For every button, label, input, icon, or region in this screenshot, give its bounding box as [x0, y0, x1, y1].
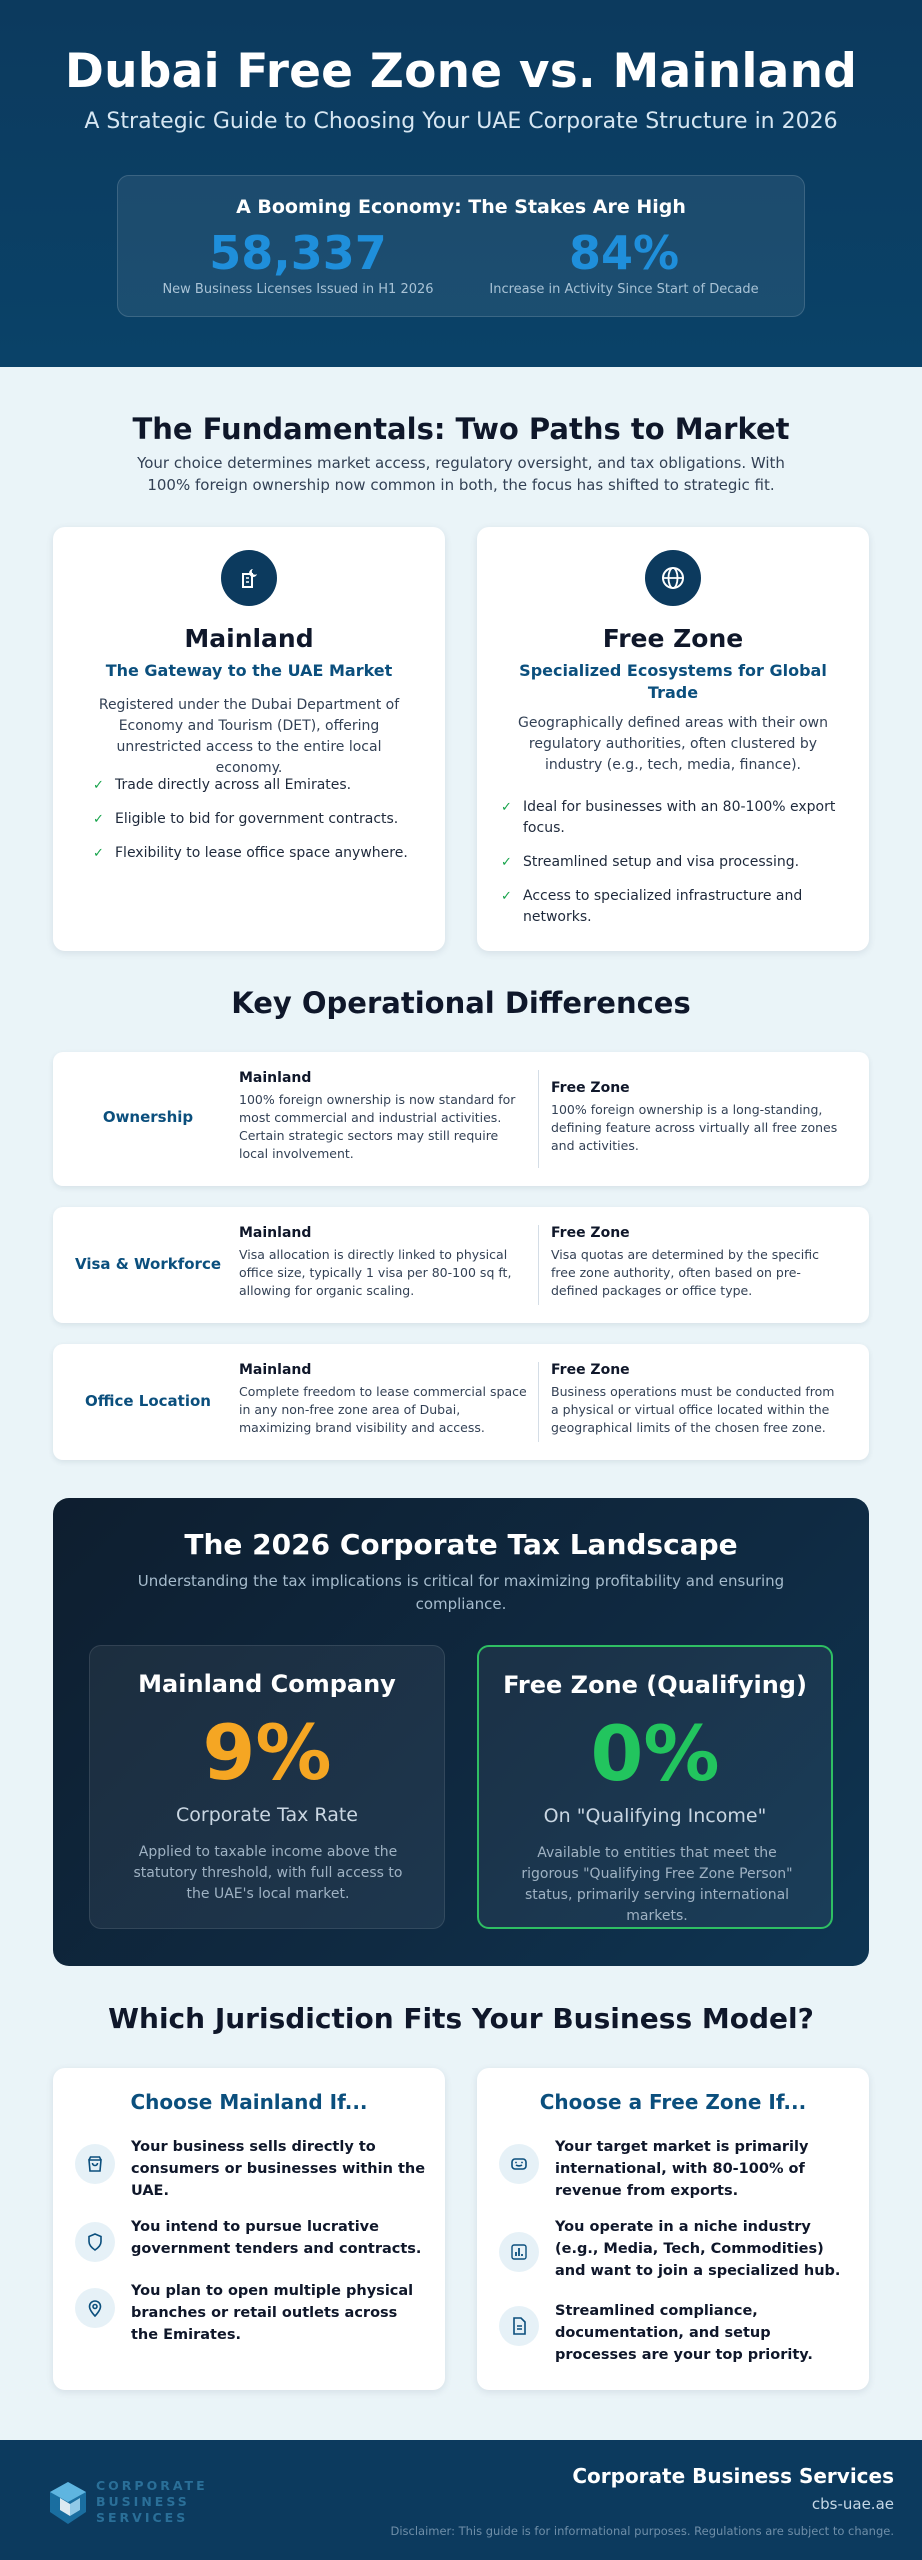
check-icon: ✓ — [93, 846, 104, 861]
fit-card-title: Choose a Free Zone If... — [539, 2090, 807, 2114]
check-icon: ✓ — [93, 812, 104, 827]
logo-text: CORPORATE BUSINESS SERVICES — [96, 2478, 208, 2525]
column-heading: Free Zone — [551, 1362, 630, 1378]
difference-mainland — [239, 1362, 531, 1437]
difference-row-office — [53, 1344, 869, 1460]
fit-card-title: Choose Mainland If... — [130, 2090, 368, 2114]
difference-freezone — [551, 1362, 843, 1437]
fit-item-text: You plan to open multiple physical branches or retail outlets across the Emirates. — [131, 2283, 414, 2343]
differences-title: Key Operational Differences — [231, 986, 691, 1020]
column-heading: Mainland — [239, 1225, 312, 1241]
difference-category: Office Location — [85, 1392, 211, 1410]
stat-increase — [474, 226, 774, 297]
stat-label: New Business Licenses Issued in H1 2026 — [162, 282, 434, 297]
difference-row-visa — [53, 1207, 869, 1323]
stat-licenses — [148, 226, 448, 297]
check-icon: ✓ — [501, 800, 512, 815]
tax-description: Understanding the tax implications is critical for maximizing profitability and ensuring compliance. — [137, 1572, 785, 1613]
building-icon — [221, 550, 277, 606]
freezone-tagline: Specialized Ecosystems for Global Trade — [519, 661, 827, 702]
mainland-points — [93, 775, 423, 877]
mainland-description: Registered under the Dubai Department of Economy and Tourism (DET), offering unrestricted access to the entire local economy. — [98, 697, 400, 776]
column-heading: Mainland — [239, 1070, 312, 1086]
difference-text: Visa quotas are determined by the specific free zone authority, often based on pre-defined packages or office type. — [551, 1247, 819, 1298]
mainland-tagline: The Gateway to the UAE Market — [105, 661, 393, 680]
tax-section — [53, 1498, 869, 1966]
check-icon: ✓ — [501, 889, 512, 904]
page-subtitle: A Strategic Guide to Choosing Your UAE Corporate Structure in 2026 — [84, 109, 838, 134]
globe-icon — [645, 550, 701, 606]
mainland-tax-card — [89, 1645, 445, 1929]
column-heading: Free Zone — [551, 1225, 630, 1241]
bar-chart-icon — [499, 2232, 539, 2272]
difference-freezone — [551, 1225, 843, 1300]
fit-item-text: Your business sells directly to consumers or businesses within the UAE. — [131, 2139, 426, 2199]
stats-title: A Booming Economy: The Stakes Are High — [236, 196, 686, 218]
stat-label: Increase in Activity Since Start of Decade — [489, 282, 759, 297]
tax-rate-label: Corporate Tax Rate — [176, 1804, 358, 1826]
difference-category: Ownership — [102, 1108, 194, 1126]
difference-row-ownership — [53, 1052, 869, 1186]
choose-freezone-card — [477, 2068, 869, 2390]
tax-rate-label: On "Qualifying Income" — [543, 1805, 767, 1827]
list-item: ✓ Eligible to bid for government contracts. — [93, 809, 423, 830]
tax-note: Available to entities that meet the rigorous "Qualifying Free Zone Person" status, primarily serving international markets. — [521, 1845, 793, 1924]
mainland-card-title: Mainland — [184, 624, 314, 653]
freezone-points — [501, 797, 851, 941]
shield-icon — [75, 2222, 115, 2262]
tax-rate: 9% — [202, 1708, 332, 1797]
tax-card-title: Free Zone (Qualifying) — [503, 1671, 807, 1699]
stat-value: 58,337 — [209, 226, 387, 280]
tax-card-title: Mainland Company — [138, 1670, 396, 1698]
freezone-tax-card — [477, 1645, 833, 1929]
list-item: ✓ Streamlined setup and visa processing. — [501, 852, 851, 873]
list-item: ✓ Trade directly across all Emirates. — [93, 775, 423, 796]
check-icon: ✓ — [501, 855, 512, 870]
mainland-card — [53, 527, 445, 951]
difference-text: Complete freedom to lease commercial space in any non-free zone area of Dubai, maximizing brand visibility and access. — [239, 1384, 527, 1435]
fit-item-text: Your target market is primarily international, with 80-100% of revenue from exports. — [555, 2139, 809, 2199]
hero-header — [0, 0, 922, 367]
difference-text: 100% foreign ownership is now standard for most commercial and industrial activities. Certain strategic sectors may still require local involvement. — [239, 1092, 516, 1161]
fit-item-text: Streamlined compliance, documentation, and setup processes are your top priority. — [555, 2303, 813, 2363]
stat-value: 84% — [568, 226, 680, 280]
footer-company-name: Corporate Business Services — [572, 2464, 894, 2488]
stats-panel — [117, 175, 805, 317]
cash-icon — [499, 2144, 539, 2184]
difference-mainland — [239, 1070, 531, 1163]
freezone-card — [477, 527, 869, 951]
difference-mainland — [239, 1225, 531, 1300]
footer-disclaimer: Disclaimer: This guide is for informational purposes. Regulations are subject to change. — [390, 2524, 894, 2538]
footer — [0, 2440, 922, 2560]
divider — [538, 1362, 539, 1442]
column-heading: Free Zone — [551, 1080, 630, 1096]
fit-item-text: You operate in a niche industry (e.g., Media, Tech, Commodities) and want to join a specialized hub. — [555, 2219, 841, 2279]
fundamentals-title: The Fundamentals: Two Paths to Market — [132, 412, 790, 446]
fit-title: Which Jurisdiction Fits Your Business Model? — [108, 2002, 814, 2035]
difference-category: Visa & Workforce — [74, 1255, 222, 1273]
map-pin-icon — [75, 2288, 115, 2328]
logo-mark-icon — [46, 2478, 90, 2528]
list-item: ✓ Ideal for businesses with an 80-100% export focus. — [501, 799, 836, 836]
divider — [538, 1070, 539, 1168]
difference-text: 100% foreign ownership is a long-standing, defining feature across virtually all free zones and activities. — [551, 1102, 838, 1153]
tax-note: Applied to taxable income above the statutory threshold, with full access to the UAE's local market. — [133, 1844, 403, 1902]
difference-text: Visa allocation is directly linked to physical office size, typically 1 visa per 80-100 sq ft, allowing for organic scaling. — [239, 1247, 512, 1298]
list-item: ✓ Flexibility to lease office space anywhere. — [93, 843, 423, 864]
check-icon: ✓ — [93, 778, 104, 793]
column-heading: Mainland — [239, 1362, 312, 1378]
footer-website-link[interactable]: cbs-uae.ae — [811, 2495, 894, 2513]
freezone-card-title: Free Zone — [602, 624, 744, 653]
list-item: ✓ Access to specialized infrastructure and networks. — [501, 888, 803, 925]
freezone-description: Geographically defined areas with their own regulatory authorities, often clustered by industry (e.g., tech, media, finance). — [518, 715, 828, 773]
tax-rate: 0% — [590, 1709, 720, 1798]
choose-mainland-card — [53, 2068, 445, 2390]
tax-title: The 2026 Corporate Tax Landscape — [184, 1528, 738, 1561]
page-title: Dubai Free Zone vs. Mainland — [64, 44, 858, 99]
divider — [538, 1225, 539, 1305]
difference-text: Business operations must be conducted from a physical or virtual office located within the geographical limits of the chosen free zone. — [551, 1384, 835, 1435]
document-icon — [499, 2306, 539, 2346]
shopping-bag-icon — [75, 2144, 115, 2184]
company-logo — [46, 2474, 216, 2530]
difference-freezone — [551, 1080, 843, 1155]
fit-item-text: You intend to pursue lucrative government tenders and contracts. — [131, 2219, 422, 2257]
fundamentals-description: Your choice determines market access, regulatory oversight, and tax obligations. With 100% foreign ownership now common in both, the focus has shifted to strategic fit. — [137, 454, 785, 494]
